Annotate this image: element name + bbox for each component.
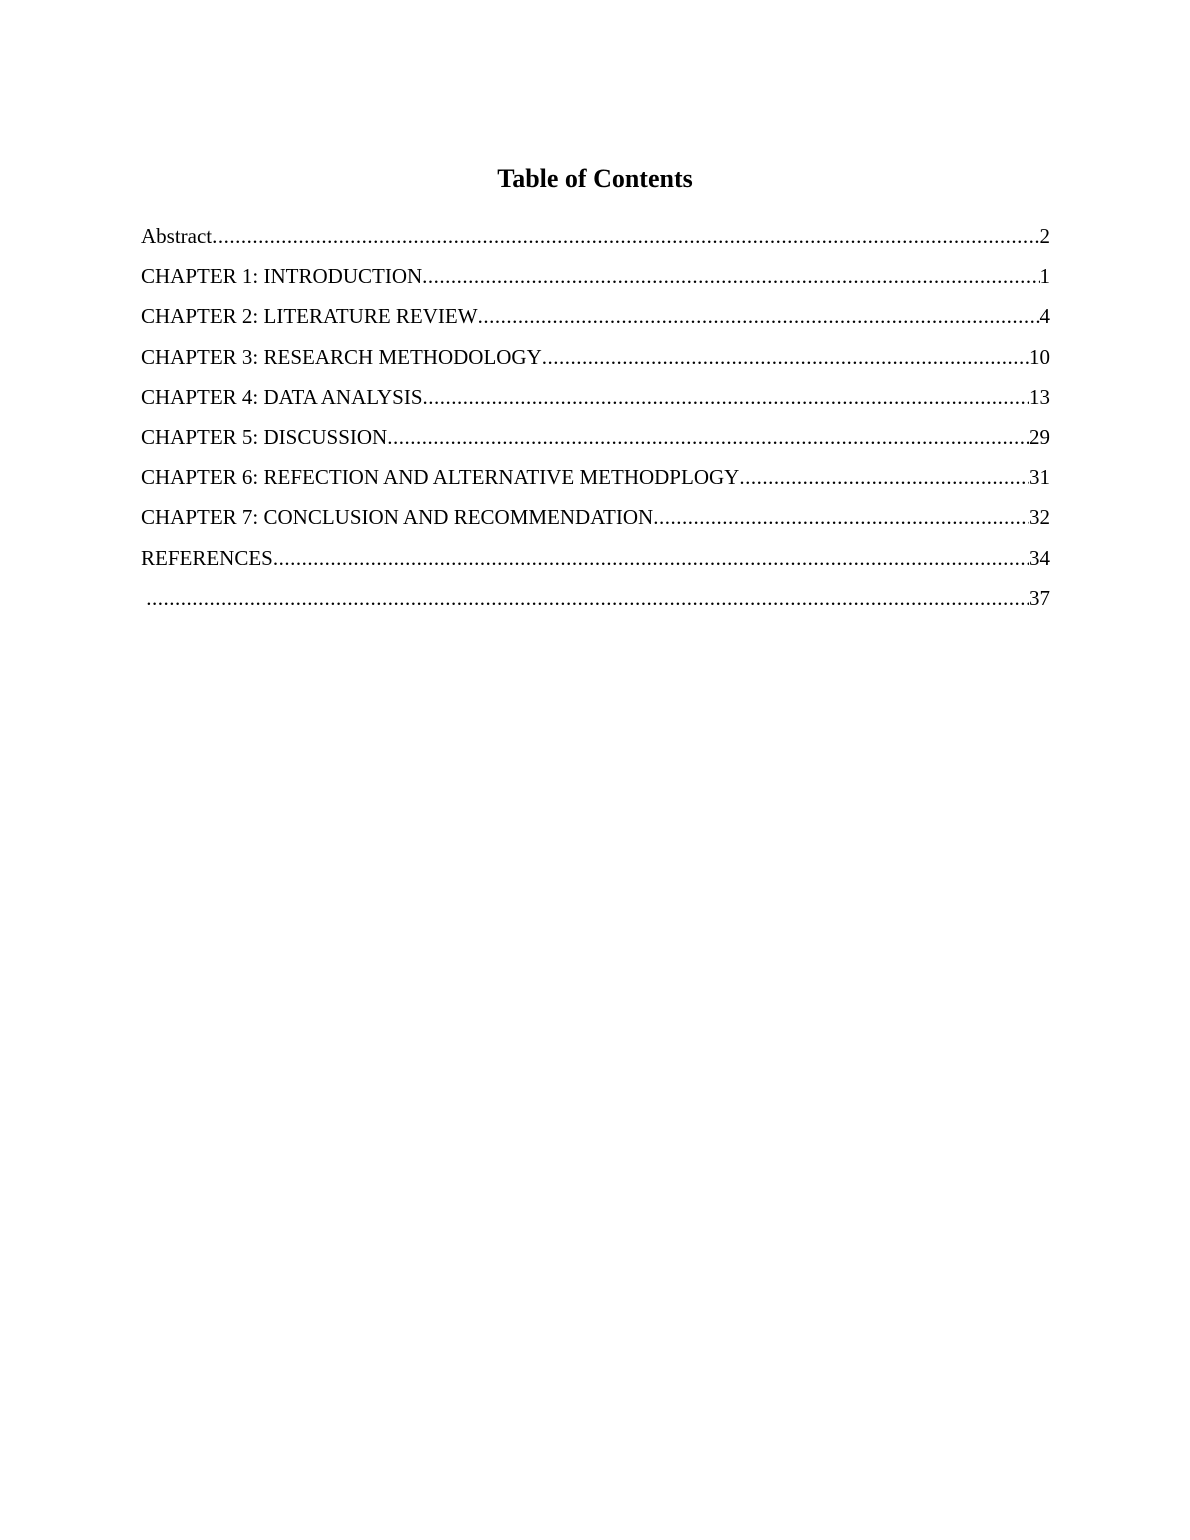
toc-entry-chapter-7[interactable] bbox=[141, 503, 1050, 543]
toc-entry-chapter-2[interactable] bbox=[141, 302, 1050, 342]
toc-entry-page: 32 bbox=[1029, 505, 1050, 530]
toc-entry-label: CHAPTER 1: INTRODUCTION bbox=[141, 264, 423, 289]
toc-leader-dots bbox=[422, 262, 1039, 290]
toc-list bbox=[141, 222, 1050, 624]
toc-entry-untitled[interactable] bbox=[141, 584, 1050, 624]
toc-entry-page: 34 bbox=[1029, 545, 1050, 570]
toc-entry-chapter-6[interactable] bbox=[141, 463, 1050, 503]
toc-entry-label: CHAPTER 5: DISCUSSION bbox=[141, 424, 388, 449]
toc-entry-label: Abstract bbox=[141, 224, 213, 248]
toc-leader-dots bbox=[423, 383, 1029, 411]
toc-entry-chapter-3[interactable] bbox=[141, 343, 1050, 383]
toc-entry-page: 29 bbox=[1029, 424, 1050, 449]
toc-entry-chapter-4[interactable] bbox=[141, 383, 1050, 423]
toc-entry-abstract[interactable] bbox=[141, 222, 1050, 262]
toc-entry-page: 37 bbox=[1029, 585, 1050, 610]
toc-entry-label: CHAPTER 4: DATA ANALYSIS bbox=[141, 384, 423, 409]
toc-entry-label: CHAPTER 6: REFECTION AND ALTERNATIVE METHODPLOGY bbox=[141, 465, 740, 490]
toc-entry-page: 2 bbox=[1039, 224, 1050, 248]
toc-entry-chapter-5[interactable] bbox=[141, 423, 1050, 463]
toc-leader-dots bbox=[542, 343, 1029, 371]
toc-leader-dots bbox=[387, 423, 1029, 451]
toc-entry-label: CHAPTER 3: RESEARCH METHODOLOGY bbox=[141, 344, 542, 369]
toc-leader-dots bbox=[739, 463, 1029, 491]
toc-entry-label: CHAPTER 2: LITERATURE REVIEW bbox=[141, 304, 478, 329]
toc-leader-dots bbox=[653, 503, 1029, 531]
toc-leader-dots bbox=[146, 584, 1029, 612]
toc-leader-dots bbox=[212, 222, 1039, 250]
toc-title: Table of Contents bbox=[497, 164, 693, 193]
toc-entry-label: REFERENCES bbox=[141, 545, 273, 570]
toc-entry-page: 10 bbox=[1029, 344, 1050, 369]
toc-entry-page: 4 bbox=[1039, 304, 1050, 329]
toc-entry-references[interactable] bbox=[141, 544, 1050, 584]
toc-leader-dots bbox=[478, 302, 1040, 330]
toc-entry-page: 1 bbox=[1039, 264, 1050, 289]
toc-entry-page: 31 bbox=[1029, 465, 1050, 490]
toc-entry-page: 13 bbox=[1029, 384, 1050, 409]
toc-entry-chapter-1[interactable] bbox=[141, 262, 1050, 302]
toc-leader-dots bbox=[273, 544, 1029, 572]
toc-entry-label: CHAPTER 7: CONCLUSION AND RECOMMENDATION bbox=[141, 505, 654, 530]
